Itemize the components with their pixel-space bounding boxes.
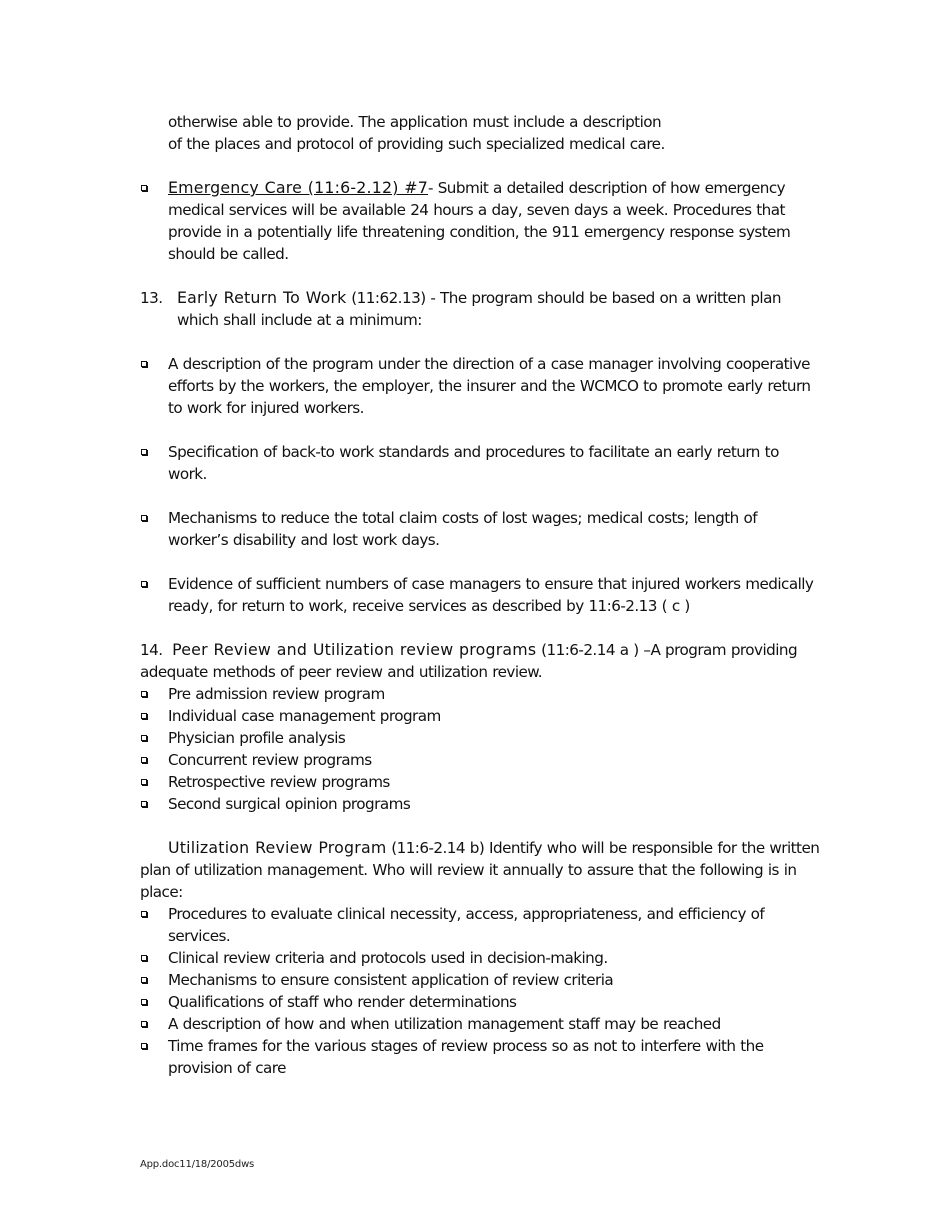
- checkbox-bullet-icon: [141, 581, 147, 587]
- emergency-care-title: Emergency Care (11:6-2.12) #7: [168, 178, 428, 197]
- section-13-title: Early Return To Work: [177, 288, 347, 307]
- list-item-text: Evidence of sufficient numbers of case managers to ensure that injured workers medically ready, for return to work, receive services as described by 11:6-2.13 ( c ): [168, 575, 814, 615]
- list-item: [140, 947, 820, 969]
- list-item: [140, 353, 820, 419]
- list-item: [140, 507, 820, 551]
- checkbox-bullet-icon: [141, 361, 147, 367]
- section-14-title: Peer Review and Utilization review programs: [172, 640, 537, 659]
- checkbox-bullet-icon: [141, 801, 147, 807]
- checkbox-bullet-icon: [141, 911, 147, 917]
- list-item-text: Specification of back-to work standards and procedures to facilitate an early return to work.: [168, 443, 779, 483]
- checkbox-bullet-icon: [141, 1021, 147, 1027]
- list-item-text: Clinical review criteria and protocols used in decision-making.: [168, 949, 608, 967]
- list-item: [140, 705, 820, 727]
- list-item-text: Physician profile analysis: [168, 729, 346, 747]
- checkbox-bullet-icon: [141, 735, 147, 741]
- checkbox-bullet-icon: [141, 999, 147, 1005]
- section-13-heading: [140, 287, 820, 331]
- list-item: [140, 749, 820, 771]
- list-item-text: A description of the program under the direction of a case manager involving cooperative efforts by the workers, the employer, the insurer and the WCMCO to promote early return to work for injured workers.: [168, 355, 811, 417]
- list-item: [140, 793, 820, 815]
- list-item-text: Qualifications of staff who render determinations: [168, 993, 517, 1011]
- list-item: [140, 441, 820, 485]
- checkbox-bullet-icon: [141, 185, 147, 191]
- utilization-review-text: (11:6-2.14 b) Identify who will be responsible for the written plan of utilization management. Who will review it annually to assure that the following is in place:: [140, 839, 820, 901]
- list-item-text: Mechanisms to ensure consistent application of review criteria: [168, 971, 614, 989]
- list-item-text: Time frames for the various stages of review process so as not to interfere with the provision of care: [168, 1037, 764, 1077]
- checkbox-bullet-icon: [141, 691, 147, 697]
- section-13-text: (11:62.13) - The program should be based on a written plan which shall include at a minimum:: [177, 289, 781, 329]
- list-item: [140, 1035, 820, 1079]
- checkbox-bullet-icon: [141, 977, 147, 983]
- list-item-text: Pre admission review program: [168, 685, 385, 703]
- list-item: [140, 969, 820, 991]
- continuation-line-2: of the places and protocol of providing such specialized medical care.: [168, 135, 665, 153]
- checkbox-bullet-icon: [141, 713, 147, 719]
- section-14-heading: [140, 639, 820, 683]
- emergency-care-text: - Submit a detailed description of how emergency medical services will be available 24 hours a day, seven days a week. Procedures that provide in a potentially life threatening condition, the 911 emergency response system should be called.: [168, 179, 791, 263]
- list-item-text: Mechanisms to reduce the total claim costs of lost wages; medical costs; length of worker’s disability and lost work days.: [168, 509, 758, 549]
- list-item: [140, 573, 820, 617]
- list-item-text: A description of how and when utilization management staff may be reached: [168, 1015, 721, 1033]
- section-13-number: 13.: [140, 289, 163, 307]
- checkbox-bullet-icon: [141, 1043, 147, 1049]
- checkbox-bullet-icon: [141, 955, 147, 961]
- checkbox-bullet-icon: [141, 779, 147, 785]
- list-item: [140, 771, 820, 793]
- list-item-text: Second surgical opinion programs: [168, 795, 411, 813]
- list-item: [140, 903, 820, 947]
- list-item-text: Procedures to evaluate clinical necessity, access, appropriateness, and efficiency of services.: [168, 905, 765, 945]
- list-item-text: Individual case management program: [168, 707, 441, 725]
- emergency-care-item: [140, 177, 820, 265]
- continuation-line-1: otherwise able to provide. The application must include a description: [168, 113, 662, 131]
- utilization-review-title: Utilization Review Program: [168, 838, 387, 857]
- section-14-number: 14.: [140, 641, 163, 659]
- list-item: [140, 727, 820, 749]
- document-body: [140, 111, 820, 1079]
- list-item: [140, 991, 820, 1013]
- checkbox-bullet-icon: [141, 757, 147, 763]
- list-item-text: Retrospective review programs: [168, 773, 390, 791]
- checkbox-bullet-icon: [141, 515, 147, 521]
- list-item: [140, 683, 820, 705]
- list-item-text: Concurrent review programs: [168, 751, 372, 769]
- document-footer: App.doc11/18/2005dws: [140, 1159, 255, 1170]
- utilization-review-paragraph: [140, 837, 820, 903]
- list-item: [140, 1013, 820, 1035]
- section-14-text: (11:6-2.14 a ) –A program providing adequate methods of peer review and utilization review.: [140, 641, 798, 681]
- checkbox-bullet-icon: [141, 449, 147, 455]
